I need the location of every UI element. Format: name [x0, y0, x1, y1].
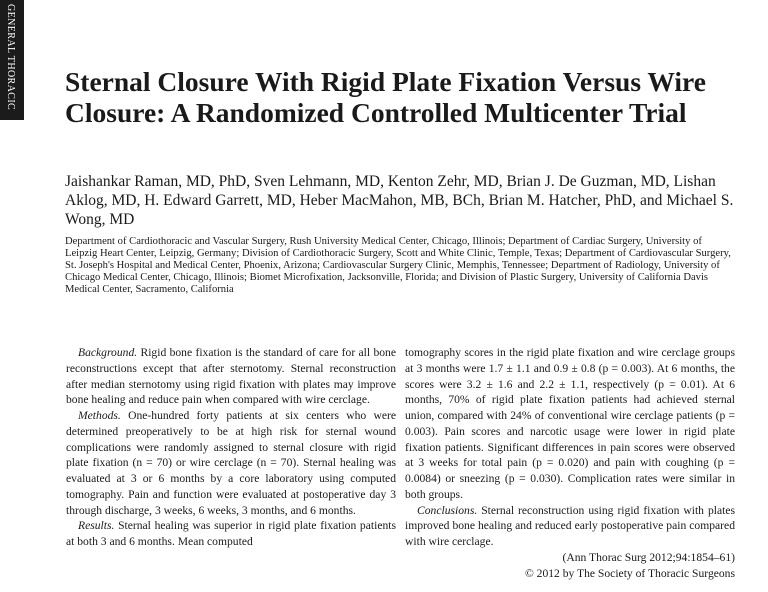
results-text: Sternal healing was superior in rigid plate fixation patients at both 3 and 6 months. Mean computed: [66, 519, 396, 548]
author-list: Jaishankar Raman, MD, PhD, Sven Lehmann, MD, Kenton Zehr, MD, Brian J. De Guzman, MD, Lishan Aklog, MD, H. Edward Garrett, MD, Heber MacMahon, MB, BCh, Brian M. Hatcher, PhD, and Michael S. Wong, MD: [65, 173, 734, 228]
section-tab-label: GENERAL THORACIC: [5, 4, 16, 111]
abstract-background: [66, 345, 396, 408]
abstract-results-continued: tomography scores in the rigid plate fixation and wire cerclage groups at 3 months were 1.7 ± 1.1 and 0.9 ± 0.8 (p = 0.003). At 6 months, the scores were 3.2 ± 1.6 and 2.2 ± 1.1, respectively (p = 0.01). At 6 months, 70% of rigid plate fixation patients had achieved sternal union, compared with 24% of conventional wire cerclage patients (p = 0.003). Pain scores and narcotic usage were lower in rigid plate fixation patients. Significant differences in pain scores were observed at 3 weeks for total pain (p = 0.020) and pain with coughing (p = 0.0084) or sneezing (p = 0.030). Complication rates were similar in both groups.: [405, 346, 735, 501]
abstract-right-column: [405, 345, 735, 581]
article-title: Sternal Closure With Rigid Plate Fixation Versus Wire Closure: A Randomized Controlled Multicenter Trial: [65, 66, 706, 128]
conclusions-text: Sternal reconstruction using rigid fixation with plates improved bone healing and reduced early postoperative pain compared with wire cerclage.: [405, 503, 735, 548]
background-text: Rigid bone fixation is the standard of care for all bone reconstructions except that after sternotomy. Sternal reconstruction after median sternotomy using rigid fixation with plates may improve bone healing and reduce pain when compared with wire cerclage.: [66, 346, 396, 407]
methods-label: Methods.: [78, 409, 121, 422]
abstract-methods: [66, 408, 396, 518]
affiliations: Department of Cardiothoracic and Vascular Surgery, Rush University Medical Center, Chicago, Illinois; Department of Cardiac Surgery, University of Leipzig Heart Center, Leipzig, Germany; Division of Cardiothoracic Surgery, Scott and White Clinic, Temple, Texas; Department of Cardiovascular Surgery, St. Joseph's Hospital and Medical Center, Phoenix, Arizona; Cardiovascular Surgery Clinic, Memphis, Tennessee; Department of Radiology, University of Chicago Medical Center, Chicago, Illinois; Biomet Microfixation, Jacksonville, Florida; and Division of Plastic Surgery, University of California Davis Medical Center, Sacramento, California: [65, 236, 731, 296]
section-tab: [0, 0, 24, 120]
copyright-notice: © 2012 by The Society of Thoracic Surgeons: [524, 566, 735, 580]
conclusions-label: Conclusions.: [417, 503, 478, 517]
results-label: Results.: [78, 519, 115, 533]
abstract-results: [66, 518, 396, 550]
journal-citation: (Ann Thorac Surg 2012;94:1854–61): [562, 550, 735, 564]
abstract-conclusions: [405, 503, 735, 550]
methods-text: One-hundred forty patients at six centers who were determined preoperatively to be at high risk for sternal wound complications were randomly assigned to sternal closure with rigid plate fixation (n = 70) or wire cerclage (n = 70). Sternal healing was evaluated at 3 or 6 months by a core laboratory using computed tomography. Pain and function were evaluated at postoperative day 3 through discharge, 3 weeks, 6 weeks, 3 months, and 6 months.: [66, 409, 396, 517]
abstract-left-column: [66, 345, 396, 550]
background-label: Background.: [78, 346, 138, 359]
